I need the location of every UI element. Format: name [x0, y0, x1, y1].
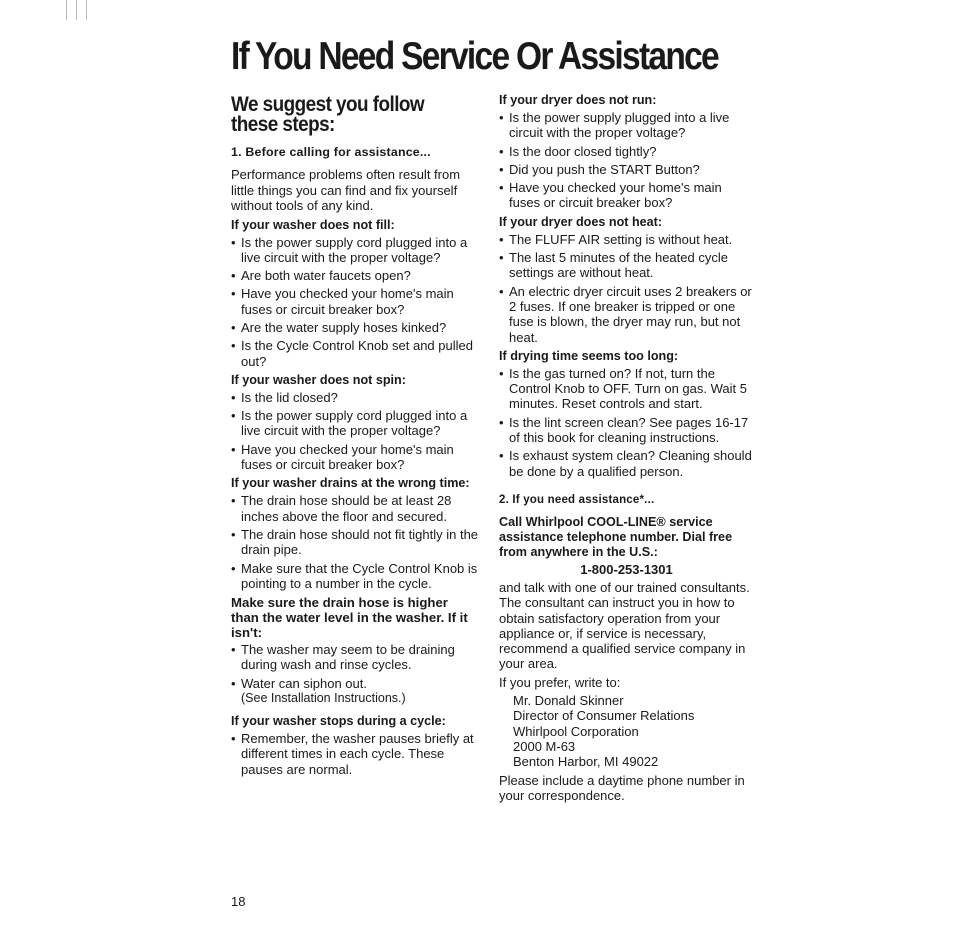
list-item: • Are both water faucets open? — [231, 268, 479, 283]
washer-stops-list — [231, 731, 479, 777]
dryer-not-run-heading: If your dryer does not run: — [499, 93, 657, 107]
dryer-not-heat-list — [499, 232, 754, 345]
subtitle-line-1: We suggest you follow — [231, 93, 425, 116]
list-item: • Is exhaust system clean? Cleaning should be done by a qualified person. — [499, 448, 754, 479]
call-heading: Call Whirlpool COOL-LINE® service assistance telephone number. Dial free from anywhere in the U.S.: — [499, 514, 733, 559]
step-2-heading: 2. If you need assistance*... — [499, 493, 655, 506]
page-title: If You Need Service Or Assistance — [231, 35, 718, 78]
address-line: Benton Harbor, MI 49022 — [513, 754, 659, 770]
list-item: • An electric dryer circuit uses 2 breakers or 2 fuses. If one breaker is tripped or one fuse is blown, the dryer may run, but not heat. — [499, 284, 754, 345]
mailing-address — [513, 693, 754, 769]
list-item: • Make sure that the Cycle Control Knob is pointing to a number in the cycle. — [231, 561, 479, 592]
washer-drains-list — [231, 493, 479, 591]
page-number: 18 — [231, 894, 246, 909]
list-item: • Did you push the START Button? — [499, 162, 754, 177]
list-item: • The washer may seem to be draining during wash and rinse cycles. — [231, 642, 479, 673]
list-item: • Remember, the washer pauses briefly at different times in each cycle. These pauses are normal. — [231, 731, 479, 777]
list-item: • The drain hose should not fit tightly in the drain pipe. — [231, 527, 479, 558]
address-line: Mr. Donald Skinner — [513, 693, 624, 709]
dryer-not-heat-heading: If your dryer does not heat: — [499, 214, 663, 229]
list-item: • Is the lint screen clean? See pages 16-17 of this book for cleaning instructions. — [499, 415, 754, 446]
list-item: • Is the lid closed? — [231, 390, 479, 405]
washer-not-spin-list — [231, 390, 479, 472]
list-item: • The FLUFF AIR setting is without heat. — [499, 232, 754, 247]
installation-note: (See Installation Instructions.) — [241, 691, 406, 706]
right-column — [499, 93, 754, 806]
washer-drains-heading: If your washer drains at the wrong time: — [231, 476, 470, 491]
address-line: 2000 M-63 — [513, 738, 576, 754]
washer-not-fill-heading: If your washer does not fill: — [231, 217, 395, 232]
address-line: Whirlpool Corporation — [513, 723, 639, 739]
consultant-paragraph: and talk with one of our trained consultants. The consultant can instruct you in how to obtain satisfactory operation from your appliance or, if service is necessary, recommend a qualified service company in your area. — [499, 579, 750, 672]
drain-hose-list — [231, 642, 479, 691]
list-item: • Have you checked your home's main fuses or circuit breaker box? — [499, 180, 754, 211]
prefer-paragraph: If you prefer, write to: — [499, 674, 621, 690]
washer-not-fill-list — [231, 235, 479, 369]
list-item: • The drain hose should be at least 28 inches above the floor and secured. — [231, 493, 479, 524]
washer-stops-heading: If your washer stops during a cycle: — [231, 714, 446, 729]
drying-time-heading: If drying time seems too long: — [499, 348, 679, 363]
list-item: • Is the door closed tightly? — [499, 144, 754, 159]
washer-not-spin-heading: If your washer does not spin: — [231, 372, 406, 387]
list-item: • Are the water supply hoses kinked? — [231, 320, 479, 335]
list-item: • Is the gas turned on? If not, turn the Control Knob to OFF. Turn on gas. Wait 5 minutes. Reset controls and start. — [499, 366, 754, 412]
list-item: • Have you checked your home's main fuses or circuit breaker box? — [231, 442, 479, 473]
list-item: • Water can siphon out. — [231, 676, 479, 691]
include-phone-paragraph: Please include a daytime phone number in your correspondence. — [499, 772, 745, 803]
list-item: • Is the power supply cord plugged into a live circuit with the proper voltage? — [231, 408, 479, 439]
left-column — [231, 95, 479, 781]
intro-paragraph: Performance problems often result from little things you can find and fix yourself without tools of any kind. — [231, 167, 461, 213]
phone-number: 1-800-253-1301 — [580, 561, 673, 577]
list-item: • Is the Cycle Control Knob set and pulled out? — [231, 338, 479, 369]
list-item: • Have you checked your home's main fuses or circuit breaker box? — [231, 286, 479, 317]
drain-hose-heading: Make sure the drain hose is higher than the water level in the washer. If it isn't: — [231, 595, 468, 641]
step-1-heading: 1. Before calling for assistance... — [231, 145, 431, 159]
scan-marks — [66, 0, 90, 20]
list-item: • Is the power supply plugged into a live circuit with the proper voltage? — [499, 110, 754, 141]
list-item: • The last 5 minutes of the heated cycle settings are without heat. — [499, 250, 754, 281]
address-line: Director of Consumer Relations — [513, 708, 695, 724]
dryer-not-run-list — [499, 110, 754, 211]
drying-time-list — [499, 366, 754, 479]
subtitle-line-2: these steps: — [231, 113, 335, 136]
section-subtitle — [231, 95, 454, 135]
list-item: • Is the power supply cord plugged into a live circuit with the proper voltage? — [231, 235, 479, 266]
